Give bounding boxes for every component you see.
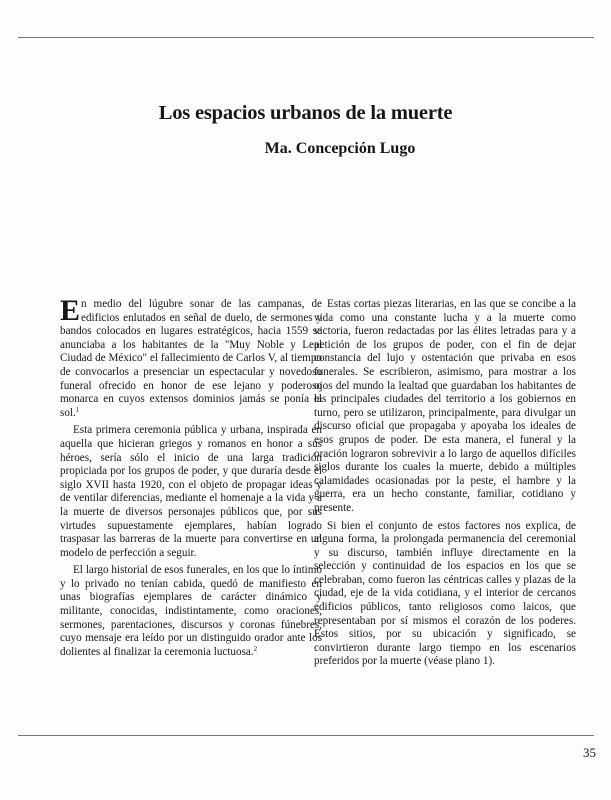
paragraph-1-text: n medio del lúgubre sonar de las campanas, de edificios enlutados en señal de duelo, de sermones y bandos colocados en lugares estratégicos, hacia 1559 se anunciaba a los habitantes de la "Muy Noble y Leal Ciudad de México" el fallecimiento de Carlos V, al tiempo de convocarlos a presenciar un espectacular y novedoso funeral ofrecido en honor de ese lejano y poderoso monarca en cuyos extensos dominios jamás se ponía el sol. [60,298,322,419]
paragraph-3 [60,564,322,659]
right-column [314,298,576,673]
article-title: Los espacios urbanos de la muerte [158,101,453,124]
article-author: Ma. Concepción Lugo [264,140,416,157]
paragraph-3-text: El largo historial de esos funerales, en los que lo íntimo y lo privado no tenían cabida, quedó de manifiesto en unas biografías ejemplares de carácter dinámico y militante, conocidas, indistintamente, como oraciones, sermones, parentaciones, discursos y coronas fúnebres, cuyo mensaje era leído por un distinguido orador ante los dolientes al finalizar la ceremonia luctuosa. [60,564,322,658]
left-column [60,294,322,663]
footnote-ref-1: 1 [75,405,80,414]
paragraph-1 [60,294,322,420]
footnote-ref-2: 2 [253,644,258,653]
paragraph-4: Estas cortas piezas literarias, en las que se concibe a la vida como una constante lucha y a la muerte como victoria, fueron redactadas por las élites letradas para y a petición de los grupos de poder, con el fin de dejar constancia del lujo y ostentación que privaba en esos funerales. Se escribieron, asimismo, para mostrar a los ojos del mundo la lealtad que guardaban los habitantes de las principales ciudades del territorio a los gobiernos en turno, pero se utilizaron, principalmente, para divulgar un discurso oficial que propagaba y apoyaba los ideales de esos grupos de poder. De esta manera, el funeral y la oración lograron sobrevivir a lo largo de aquellos difíciles siglos durante los cuales la muerte, debido a múltiples calamidades ocasionadas por la peste, el hambre y la guerra, era un hecho constante, familiar, cotidiano y presente. [314,298,576,514]
bottom-rule [18,735,594,736]
paragraph-2: Esta primera ceremonia pública y urbana, inspirada en aquella que hicieran griegos y romanos en honor a sus héroes, sería sólo el inicio de una larga tradición propiciada por los grupos de poder, y que duraría desde el siglo XVII hasta 1920, con el objeto de propagar ideas y de ventilar diferencias, mediante el homenaje a la vida y a la muerte de diversos personajes públicos que, por sus virtudes supuestamente ejemplares, habían logrado traspasar las barreras de la muerte para convertirse en un modelo de perfección a seguir. [60,424,322,559]
top-rule [18,37,594,38]
page-number: 35 [583,745,596,760]
drop-cap: E [60,294,81,327]
paragraph-5: Si bien el conjunto de estos factores nos explica, de alguna forma, la prolongada permanencia del ceremonial y su discurso, también influye directamente en la selección y continuidad de los espacios en los que se celebraban, como fueron las céntricas calles y plazas de la ciudad, eje de la vida cotidiana, y el interior de cercanos edificios públicos, tanto religiosos como laicos, que representaban por sí mismos el corazón de los poderes. Estos sitios, por su ubicación y significado, se convirtieron durante largo tiempo en los escenarios preferidos por la muerte (véase plano 1). [314,519,576,668]
